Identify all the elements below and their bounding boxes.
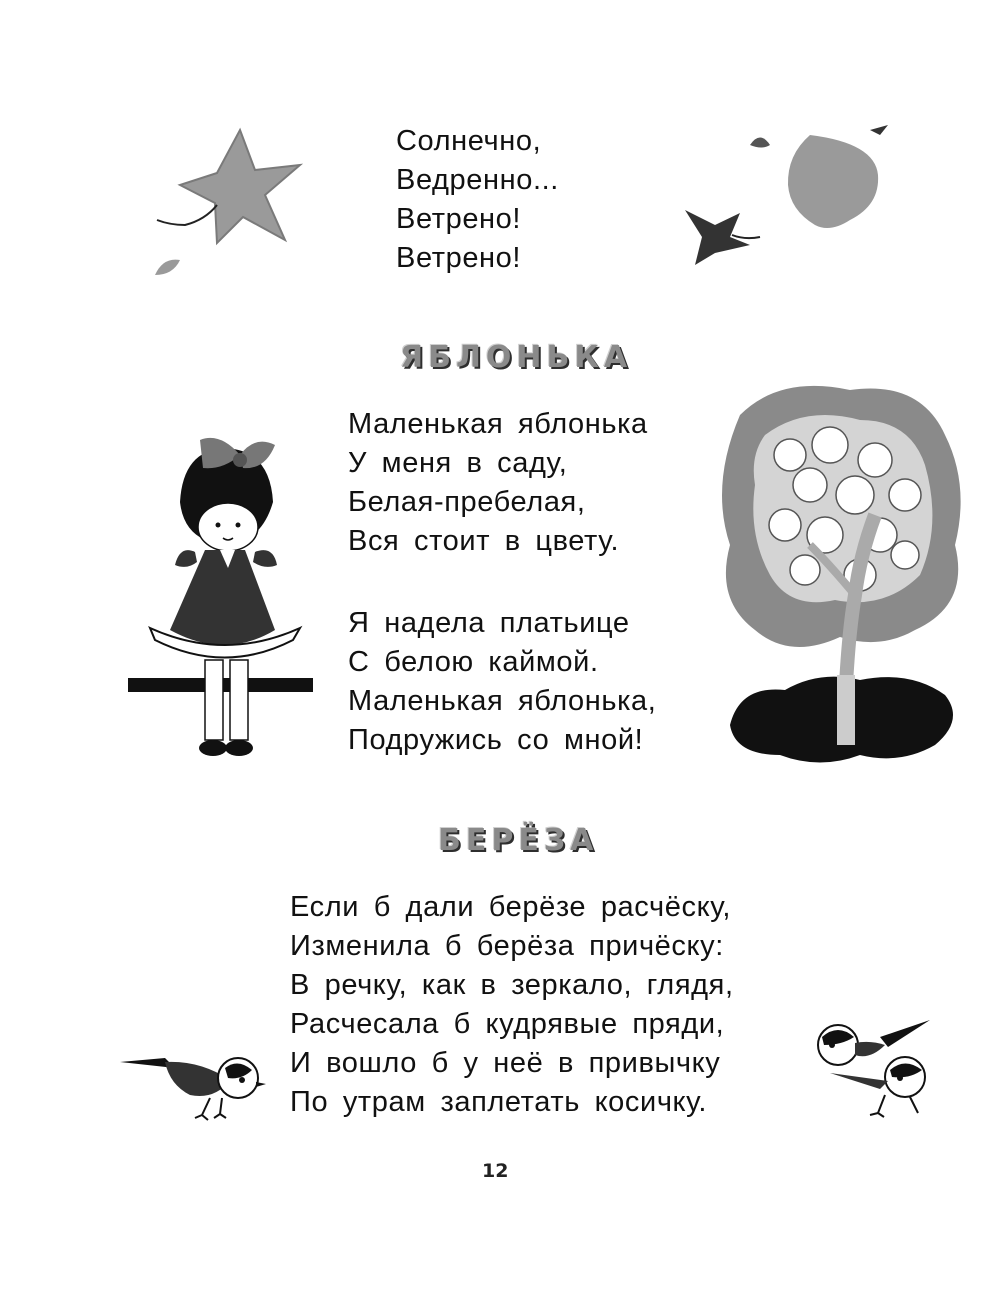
girl-in-dress-illustration	[125, 430, 315, 770]
poem-line: Солнечно,	[396, 125, 542, 157]
poem-line: Белая-пребелая,	[348, 486, 586, 518]
poem-line: И вошло б у неё в привычку	[290, 1047, 721, 1079]
falling-leaves-illustration	[670, 125, 900, 285]
poem-line: Ветрено!	[396, 242, 522, 274]
poem-line: По утрам заплетать косичку.	[290, 1086, 707, 1118]
apple-poem-title: ЯБЛОНЬКА	[400, 340, 633, 375]
poem-line: Вся стоит в цвету.	[348, 525, 620, 557]
poem-line: Изменила б берёза причёску:	[290, 930, 724, 962]
poem-line: Я надела платьице	[348, 607, 630, 639]
two-birds-illustration	[810, 1015, 935, 1120]
birch-poem-title: БЕРЁЗА	[438, 823, 599, 858]
blooming-apple-tree-illustration	[710, 375, 975, 785]
maple-leaves-illustration	[145, 125, 305, 285]
poem-line: Расчесала б кудрявые пряди,	[290, 1008, 725, 1040]
apple-poem-stanza-2	[348, 604, 656, 760]
poem-line: В речку, как в зеркало, глядя,	[290, 969, 734, 1001]
poem-line: Маленькая яблонька	[348, 408, 648, 440]
poem-line: Ведренно...	[396, 164, 559, 196]
page-number: 12	[482, 1160, 509, 1182]
poem-line: С белою каймой.	[348, 646, 599, 678]
intro-poem	[396, 122, 559, 278]
poem-line: Маленькая яблонька,	[348, 685, 657, 717]
poem-line: Ветрено!	[396, 203, 522, 235]
birch-poem	[290, 888, 734, 1122]
poem-line: Подружись со мной!	[348, 724, 644, 756]
bird-left-illustration	[120, 1040, 270, 1120]
apple-poem-stanza-1	[348, 405, 648, 561]
poem-line: Если б дали берёзе расчёску,	[290, 891, 732, 923]
poem-line: У меня в саду,	[348, 447, 568, 479]
